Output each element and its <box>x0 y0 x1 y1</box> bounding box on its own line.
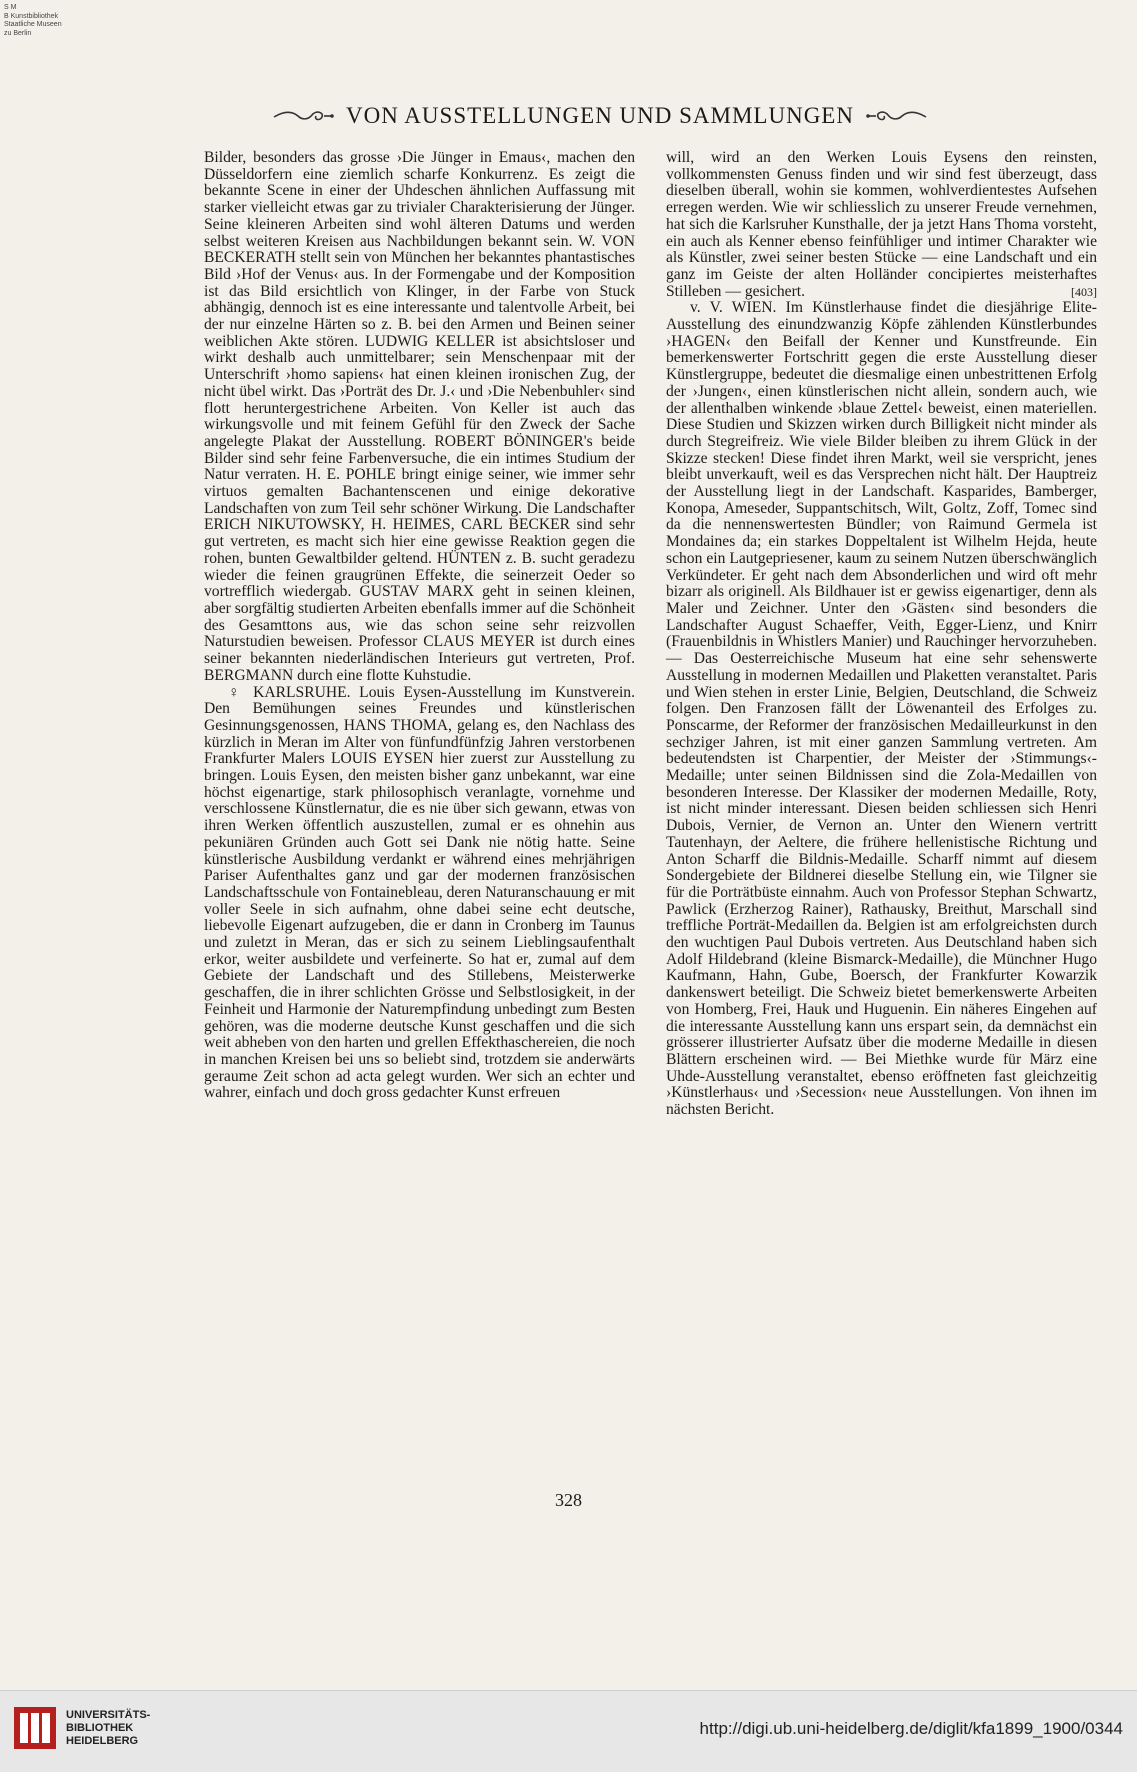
source-url-link[interactable]: http://digi.ub.uni-heidelberg.de/diglit/kfa1899_1900/0344 <box>699 1719 1123 1738</box>
paragraph-right-1 <box>666 150 1097 300</box>
paragraph-right-1-text: will, wird an den Werken Louis Eysens den reinsten, vollkommensten Genuss finden und wir sind fest überzeugt, dass dieselben überall, wohin sie kommen, wohlverdientestes Aufsehen erregen werden. Wie wir schliesslich zu unserer Freude vernehmen, hat sich die Karlsruher Kunsthalle, der ja jetzt Hans Thoma vorsteht, ein auch als Kenner ebenso feinfühliger und intimer Charakter wie als Künstler, zwei seiner besten Stücke — eine Landschaft und ein ganz im Geiste der alten Holländer concipiertes meisterhaftes Stilleben — gesichert. <box>666 149 1097 300</box>
stamp-line-4: zu Berlin <box>4 29 32 37</box>
library-logo-icon <box>14 1707 56 1749</box>
library-stamp <box>4 4 62 38</box>
logo-line-1: UNIVERSITÄTS- <box>66 1708 151 1721</box>
page-number: 328 <box>555 1490 582 1510</box>
left-ornament-icon <box>272 108 334 124</box>
logo-line-2: BIBLIOTHEK <box>66 1721 134 1734</box>
page-title: VON AUSSTELLUNGEN UND SAMMLUNGEN <box>346 103 854 128</box>
library-logo-text <box>66 1709 150 1748</box>
paragraph-wien: v. V. WIEN. Im Künstlerhause findet die diesjährige Elite-Ausstellung des einundzwanzig Köpfe zählenden Künstlerbundes ›HAGEN‹ den Beifall der Kenner und Kunstfreunde. Ein bemerkenswerter Fortschritt gegen die erste Ausstellung dieser Künstlergruppe, bedeutet die diesmalige einen unbestrittenen Erfolg der ›Jungen‹, einen künstlerischen nicht allein, sondern auch, wie der allenthalben winkende ›blaue Zettel‹ beweist, einen materiellen. Diese Studien und Skizzen wirken durch Billigkeit nicht minder als durch Stegreifreiz. Wie viele Bilder bleiben zu ihrem Glück in der Skizze stecken! Diese findet ihren Markt, weil sie verspricht, jenes bleibt unverkauft, weil es das Versprechen nicht hält. Der Hauptreiz der Ausstellung liegt in der Landschaft. Kasparides, Bamberger, Konopa, Ameseder, Suppantschitsch, Wilt, Goltz, Zoff, Tomec sind da die nennenswertesten Bündler; von Raimund Germela ist Mondaines da; ein starkes Doppeltalent ist Wilhelm Hejda, heute schon ein Lautgepriesener, kaum zu seinem Nutzen überschwänglich Verkündeter. Er geht nach dem Absonderlichen und wird oft mehr bizarr als originell. Als Bildhauer ist er gewiss eigenartiger, denn als Maler und Zeichner. Unter den ›Gästen‹ sind besonders die Landschafter August Schaeffer, Veith, Egger-Lienz, und Knirr (Frauenbildnis in Whistlers Manier) und Rauchinger hervorzuheben. — Das Oesterreichische Museum hat eine sehr sehenswerte Ausstellung in modernen Medaillen und Plaketten veranstaltet. Paris und Wien stehen in erster Linie, Belgien, Deutschland, die Schweiz folgen. Den Franzosen fällt der Löwenanteil des Erfolges zu. Ponscarme, der Reformer der französischen Medailleurkunst in den sechziger Jahren, ist mit einer ganzen Sammlung vertreten. Am bedeutendsten ist Charpentier, der Meister der ›Stimmungs‹-Medaille; unter seinen Bildnissen sind die Zola-Medaillen von besonderen Interesse. Der Klassiker der modernen Medaille, Roty, ist nicht minder interessant. Diesen beiden schliessen sich Henri Dubois, Vernier, de Vernon an. Unter den Wienern vertritt Tautenhayn, der Aeltere, die frühere hellenistische Richtung und Anton Scharff die Bildnis-Medaille. Scharff nimmt auf diesem Sondergebiete der Bildnerei dieselbe Stellung ein, wie Tilgner sie für die Porträtbüste einnahm. Auch von Professor Stephan Schwartz, Pawlick (Erzherzog Rainer), Rathausky, Breithut, Marschall sind treffliche Porträt-Medaillen da. Belgien ist am erfolgreichsten durch den wuchtigen Paul Dubois vertreten. Aus Deutschland haben sich Adolf Hildebrand (kleine Bismarck-Medaille), die Münchner Hugo Kaufmann, Hahn, Gube, Boersch, der Frankfurter Kowarzik dankenswert beteiligt. Die Schweiz bietet bemerkenswerte Arbeiten von Homberg, Frei, Hauk und Huguenin. Ein näheres Eingehen auf die interessante Ausstellung kann uns erspart sein, da demnächst ein grösserer illustrierter Aufsatz über die moderne Medaille in diesen Blättern erscheinen wird. — Bei Miethke wurde für März eine Uhde-Ausstellung veranstaltet, ebenso eröffneten fast gleichzeitig ›Künstlerhaus‹ und ›Secession‹ neue Ausstellungen. Von ihnen im nächsten Bericht. <box>666 299 1097 1119</box>
university-library-logo[interactable] <box>14 1707 150 1749</box>
logo-line-3: HEIDELBERG <box>66 1734 139 1747</box>
paragraph-karlsruhe: ♀ KARLSRUHE. Louis Eysen-Ausstellung im Kunstverein. Den Bemühungen seines Freundes und künstlerischen Gesinnungsgenossen, HANS THOMA, gelang es, den Nachlass des kürzlich in Meran im Alter von fünfundfünfzig Jahren verstorbenen Frankfurter Malers LOUIS EYSEN hier zuerst zur Ausstellung zu bringen. Louis Eysen, den meisten bisher ganz unbekannt, war eine höchst eigenartige, stark philosophisch veranlagte, vornehme und verschlossene Künstlernatur, die es nie über sich gewann, etwas von ihren Werken öffentlich auszustellen, zumal er es ohnehin aus pekuniären Gründen auch Gott sei Dank nie nötig hatte. Seine künstlerische Ausbildung verdankt er während eines mehrjährigen Pariser Aufenthaltes ganz und gar der modernen französischen Landschaftsschule von Fontainebleau, deren Naturanschauung er mit voller Seele in sich aufnahm, ohne dabei seine echt deutsche, liebevolle Eigenart aufzugeben, die er dann in Cronberg im Taunus und zuletzt in Meran, das er sich zu seinem Lieblingsaufenthalt erkor, weiter ausbildete und verfeinerte. So hat er, zumal auf dem Gebiete der Landschaft und des Stillebens, Meisterwerke geschaffen, die in ihrer schlichten Grösse und Selbstlosigkeit, in der Feinheit und Harmonie der Naturempfindung unbedingt zum Besten gehören, was die moderne deutsche Kunst geschaffen und die sich weit abheben von den harten und grellen Effekthaschereien, die noch in manchen Kreisen bei uns so beliebt sind, trotzdem sie anderwärts geraume Zeit schon ad acta gelegt wurden. Wer sich an echter und wahrer, einfach und doch gross gedachter Kunst erfreuen <box>204 683 635 1102</box>
stamp-line-3: Staatliche Museen <box>4 21 62 28</box>
paragraph-left-1: Bilder, besonders das grosse ›Die Jünger in Emaus‹, machen den Düsseldorfern eine ziemlich scharfe Konkurrenz. Es zeigt die bekannte Scene in einer der Uhdeschen ähnlichen Auffassung mit starker vielleicht etwas gar zu trivialer Charakterisierung der Jünger. Seine kleineren Arbeiten sind wohl älteren Datums und werden selbst weiteren Kreisen aus Nachbildungen bekannt sein. W. VON BECKERATH stellt sein von München her bekanntes phantastisches Bild ›Hof der Venus‹ aus. In der Formengabe und der Komposition ist das Bild ersichtlich von Klinger, in der Farbe von Stuck abhängig, dennoch ist es eine interessante und talentvolle Arbeit, bei der nur einzelne Härten so z. B. bei den Armen und Beinen seiner weiblichen Akte stören. LUDWIG KELLER ist absichtsloser und wirkt deshalb auch unmittelbarer; sein Menschenpaar mit der Unterschrift ›homo sapiens‹ hat einen kleinen ironischen Zug, der nicht übel wirkt. Das ›Porträt des Dr. J.‹ und ›Die Nebenbuhler‹ sind flott heruntergestrichene Arbeiten. Von Keller ist auch das wirkungsvolle und mit feinem Gefühl für den Zweck der Sache angelegte Plakat der Ausstellung. ROBERT BÖNINGER's beide Bilder sind sehr feine Farbenversuche, die ein intimes Studium der Natur verraten. H. E. POHLE bringt einige seiner, wie immer sehr virtuos gemalten Bachantenscenen und einige dekorative Landschaften von zum Teil sehr schöner Wirkung. Die Landschafter ERICH NIKUTOWSKY, H. HEIMES, CARL BECKER sind sehr gut vertreten, es macht sich hier eine gewisse Reaktion gegen die rohen, bunten Gewaltbilder geltend. HÜNTEN z. B. sucht geradezu wieder die feinen graugrünen Effekte, die seinerzeit Oeder so vortrefflich wiedergab. GUSTAV MARX geht in seinen kleinen, aber sorgfältig studierten Arbeiten ebenfalls immer auf die Schönheit des Gesamttons aus, wie das schon seine sehr reizvollen Naturstudien beweisen. Professor CLAUS MEYER ist durch eines seiner bekannten niederländischen Interieurs gut vertreten, Prof. BERGMANN durch eine flotte Kuhstudie. <box>204 149 636 684</box>
right-column <box>666 150 1097 1119</box>
right-ornament-icon <box>866 108 928 124</box>
left-column <box>204 150 635 1102</box>
page-header <box>190 103 1010 129</box>
reference-number: [403] <box>1071 284 1097 299</box>
footer-bar <box>0 1690 1137 1772</box>
stamp-line-1: S M <box>4 4 17 11</box>
stamp-line-2: B Kunstbibliothek <box>4 12 59 20</box>
